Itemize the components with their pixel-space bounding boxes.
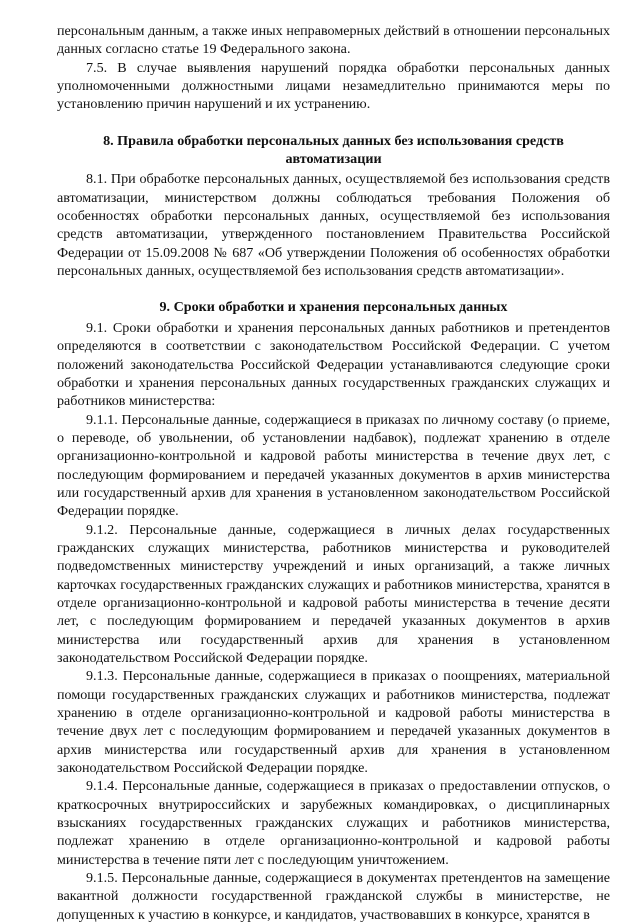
paragraph-9-1-1: 9.1.1. Персональные данные, содержащиеся в приказах по личному составу (о приеме, о переводе, об увольнении, об установлении надбавок), подлежат хранению в отделе организационно-контрольной и кадровой работы министерства в течение двух лет, с последующим формированием и передачей указанных документов в архив министерства или государственный архив для хранения в установленном законодательством Российской Федерации порядке.: [57, 411, 610, 520]
paragraph-7-5: 7.5. В случае выявления нарушений порядка обработки персональных данных уполномоченными должностными лицами незамедлительно принимаются меры по установлению причин нарушений и их устранению.: [57, 59, 610, 113]
section-9-heading: 9. Сроки обработки и хранения персональных данных: [159, 299, 508, 316]
document-page: [57, 22, 610, 924]
paragraph-7-4-continuation: персональным данным, а также иных неправомерных действий в отношении персональных данных согласно статье 19 Федерального закона.: [57, 23, 610, 58]
paragraph-9-1: 9.1. Сроки обработки и хранения персональных данных работников и претендентов определяются в соответствии с законодательством Российской Федерации. С учетом положений законодательства Российской Федерации устанавливаются следующие сроки обработки и хранения персональных данных государственных гражданских служащих и работников министерства:: [57, 319, 610, 410]
paragraph-9-1-2: 9.1.2. Персональные данные, содержащиеся в личных делах государственных гражданских служащих министерства, работников министерства и руководителей подведомственных министерству учреждений и иных организаций, а также личных карточках государственных гражданских служащих и работников министерства, хранятся в отделе организационно-контрольной и кадровой работы министерства в течение десяти лет, с последующим формированием и передачей указанных документов в архив министерства или государственный архив для хранения в установленном законодательством Российской Федерации порядке.: [57, 521, 610, 666]
paragraph-9-1-3: 9.1.3. Персональные данные, содержащиеся в приказах о поощрениях, материальной помощи государственных гражданских служащих и работников министерства, подлежат хранению в отделе организационно-контрольной и кадровой работы министерства в течение двух лет с последующим формированием и передачей указанных документов в архив министерства или государственный архив для хранения в установленном законодательством Российской Федерации порядке.: [57, 668, 610, 777]
paragraph-9-1-4: 9.1.4. Персональные данные, содержащиеся в приказах о предоставлении отпусков, о краткосрочных внутрироссийских и зарубежных командировках, о дисциплинарных взысканиях государственных гражданских служащих и работников министерства, подлежат хранению в отделе организационно-контрольной и кадровой работы министерства в течение пяти лет с последующим уничтожением.: [57, 778, 610, 868]
paragraph-8-1: 8.1. При обработке персональных данных, осуществляемой без использования средств автоматизации, министерством должны соблюдаться требования Положения об особенностях обработки персональных данных, осуществляемой без использования средств автоматизации, утвержденного постановлением Правительства Российской Федерации от 15.09.2008 № 687 «Об утверждении Положения об особенностях обработки персональных данных, осуществляемой без использования средств автоматизации».: [57, 171, 610, 280]
paragraph-9-1-5: 9.1.5. Персональные данные, содержащиеся в документах претендентов на замещение вакантной должности государственной гражданской службы в министерстве, не допущенных к участию в конкурсе, и кандидатов, участвовавших в конкурсе, хранятся в: [57, 870, 610, 923]
section-8-heading: 8. Правила обработки персональных данных без использования средств автоматизации: [103, 132, 564, 168]
